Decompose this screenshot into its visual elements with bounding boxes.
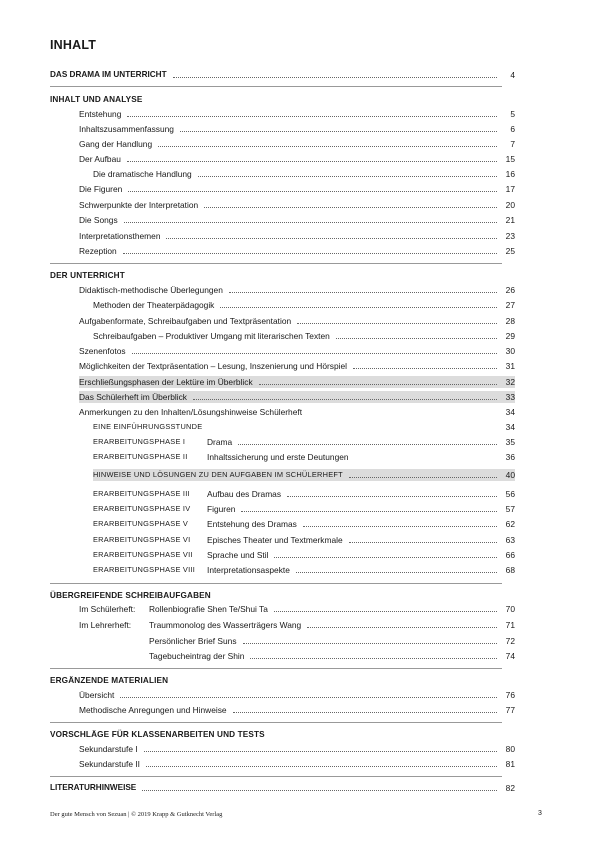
- toc-entry[interactable]: [79, 758, 515, 770]
- entry-label: Aufgabenformate, Schreibaufgaben und Textpräsentation: [79, 316, 292, 326]
- section-divider: [50, 722, 502, 723]
- page-number: 66: [505, 550, 515, 560]
- entry-label: Übersicht: [79, 690, 115, 700]
- entry-label: Episches Theater und Textmerkmale: [207, 535, 343, 545]
- entry-label: Sekundarstufe II: [79, 759, 140, 769]
- entry-prefix: Im Schülerheft:: [79, 604, 136, 614]
- entry-label: HINWEISE UND LÖSUNGEN ZU DEN AUFGABEN IM SCHÜLERHEFT: [93, 470, 343, 479]
- dot-leader: [173, 77, 497, 78]
- section-divider: [50, 86, 502, 87]
- page-number: 4: [510, 70, 515, 80]
- entry-label: Die dramatische Handlung: [93, 169, 192, 179]
- dot-leader: [120, 697, 497, 698]
- toc-subentry[interactable]: [93, 330, 515, 342]
- page-number: 34: [505, 422, 515, 432]
- entry-label: Interpretationsaspekte: [207, 565, 290, 575]
- dot-leader: [204, 207, 497, 208]
- dot-leader: [142, 790, 497, 791]
- entry-label: Figuren: [207, 504, 236, 514]
- dot-leader: [250, 658, 497, 659]
- dot-leader: [336, 338, 497, 339]
- page-number: 33: [505, 392, 515, 402]
- toc-entry[interactable]: [79, 635, 515, 647]
- entry-label: Szenenfotos: [79, 346, 126, 356]
- entry-label: Entstehung: [79, 109, 122, 119]
- toc-subentry[interactable]: [93, 299, 515, 311]
- page-number: 63: [505, 535, 515, 545]
- page-number: 17: [505, 184, 515, 194]
- section-heading-klassenarbeiten: VORSCHLÄGE FÜR KLASSENARBEITEN UND TESTS: [50, 730, 265, 739]
- toc-entry[interactable]: [79, 743, 515, 755]
- toc-phase-entry[interactable]: [93, 436, 515, 448]
- page-number: 56: [505, 489, 515, 499]
- toc-phase-entry[interactable]: [93, 549, 515, 561]
- toc-entry-highlighted[interactable]: [79, 391, 515, 403]
- entry-label: Sprache und Stil: [207, 550, 269, 560]
- dot-leader: [297, 323, 497, 324]
- toc-subentry[interactable]: [93, 421, 515, 433]
- phase-label: ERARBEITUNGSPHASE I: [93, 437, 186, 446]
- section-divider: [50, 583, 502, 584]
- entry-label: Der Aufbau: [79, 154, 121, 164]
- section-heading-drama: DAS DRAMA IM UNTERRICHT: [50, 70, 167, 79]
- page-number: 74: [505, 651, 515, 661]
- page-title: INHALT: [50, 38, 97, 52]
- toc-entry[interactable]: [79, 230, 515, 242]
- toc-entry[interactable]: [79, 214, 515, 226]
- toc-phase-entry[interactable]: [93, 518, 515, 530]
- section-heading-inhalt: INHALT UND ANALYSE: [50, 95, 143, 104]
- entry-label: Methodische Anregungen und Hinweise: [79, 705, 227, 715]
- page-number: 40: [505, 470, 515, 480]
- dot-leader: [233, 712, 497, 713]
- page-number: 32: [505, 377, 515, 387]
- entry-label: Sekundarstufe I: [79, 744, 138, 754]
- entry-label: Methoden der Theaterpädagogik: [93, 300, 215, 310]
- dot-leader: [274, 611, 497, 612]
- page-number: 7: [510, 139, 515, 149]
- page-number: 71: [505, 620, 515, 630]
- section-divider: [50, 668, 502, 669]
- dot-leader: [243, 643, 497, 644]
- toc-entry[interactable]: [79, 406, 515, 418]
- dot-leader: [287, 496, 497, 497]
- dot-leader: [353, 368, 497, 369]
- dot-leader: [198, 176, 497, 177]
- dot-leader: [180, 131, 497, 132]
- entry-label: Didaktisch-methodische Überlegungen: [79, 285, 223, 295]
- entry-label: Das Schülerheft im Überblick: [79, 392, 187, 402]
- toc-entry[interactable]: [79, 704, 515, 716]
- toc-entry-highlighted[interactable]: [79, 376, 515, 388]
- toc-phase-entry[interactable]: [93, 503, 515, 515]
- page-number: 26: [505, 285, 515, 295]
- section-divider: [50, 776, 502, 777]
- entry-label: Gang der Handlung: [79, 139, 153, 149]
- dot-leader: [128, 191, 497, 192]
- dot-leader: [127, 116, 497, 117]
- toc-phase-entry[interactable]: [93, 451, 515, 463]
- page-number: 5: [510, 109, 515, 119]
- dot-leader: [274, 557, 497, 558]
- toc-entry[interactable]: [79, 284, 515, 296]
- page-footer: Der gute Mensch von Sezuan | © 2019 Krapp & Gutknecht Verlag: [50, 811, 223, 818]
- entry-label: Schreibaufgaben – Produktiver Umgang mit literarischen Texten: [93, 331, 330, 341]
- dot-leader: [307, 627, 497, 628]
- entry-label: Erschließungsphasen der Lektüre im Überblick: [79, 377, 253, 387]
- toc-entry[interactable]: [79, 153, 515, 165]
- phase-label: ERARBEITUNGSPHASE III: [93, 489, 190, 498]
- page-number: 77: [505, 705, 515, 715]
- page-number: 34: [505, 407, 515, 417]
- page-number: 6: [510, 124, 515, 134]
- page-number: 23: [505, 231, 515, 241]
- toc-entry[interactable]: [79, 650, 515, 662]
- page-number: 76: [505, 690, 515, 700]
- entry-label: Persönlicher Brief Suns: [149, 636, 237, 646]
- page-number: 31: [505, 361, 515, 371]
- dot-leader: [220, 307, 497, 308]
- entry-label: EINE EINFÜHRUNGSSTUNDE: [93, 422, 203, 431]
- page-number: 36: [505, 452, 515, 462]
- toc-entry[interactable]: [79, 603, 515, 615]
- toc-entry[interactable]: [79, 689, 515, 701]
- page-number: 72: [505, 636, 515, 646]
- page-number: 28: [505, 316, 515, 326]
- entry-label: Die Figuren: [79, 184, 123, 194]
- toc-entry-highlighted[interactable]: [93, 469, 515, 481]
- dot-leader: [349, 477, 497, 478]
- dot-leader: [193, 399, 497, 400]
- phase-label: ERARBEITUNGSPHASE IV: [93, 504, 191, 513]
- dot-leader: [132, 353, 497, 354]
- page-number: 80: [505, 744, 515, 754]
- page-number: 81: [505, 759, 515, 769]
- entry-label: Schwerpunkte der Interpretation: [79, 200, 199, 210]
- toc-entry-drama[interactable]: [50, 69, 515, 81]
- entry-label: Drama: [207, 437, 233, 447]
- toc-entry-literatur[interactable]: [50, 782, 515, 794]
- entry-label: Rezeption: [79, 246, 117, 256]
- page-number: 62: [505, 519, 515, 529]
- dot-leader: [229, 292, 497, 293]
- dot-leader: [349, 542, 497, 543]
- section-heading-literatur: LITERATURHINWEISE: [50, 783, 137, 792]
- phase-label: ERARBEITUNGSPHASE VIII: [93, 565, 196, 574]
- dot-leader: [303, 526, 497, 527]
- toc-phase-entry[interactable]: [93, 488, 515, 500]
- dot-leader: [146, 766, 497, 767]
- entry-label: Traummonolog des Wasserträgers Wang: [149, 620, 302, 630]
- phase-label: ERARBEITUNGSPHASE V: [93, 519, 189, 528]
- section-heading-ergaenzend: ERGÄNZENDE MATERIALIEN: [50, 676, 169, 685]
- page-number: 68: [505, 565, 515, 575]
- toc-entry[interactable]: [79, 123, 515, 135]
- page-number: 29: [505, 331, 515, 341]
- toc-subentry[interactable]: [93, 168, 515, 180]
- dot-leader: [241, 511, 497, 512]
- page-number: 25: [505, 246, 515, 256]
- section-heading-unterricht: DER UNTERRICHT: [50, 271, 125, 280]
- entry-label: Anmerkungen zu den Inhalten/Lösungshinweise Schülerheft: [79, 407, 303, 417]
- entry-label: Aufbau des Dramas: [207, 489, 282, 499]
- entry-label: Die Songs: [79, 215, 118, 225]
- page-number: 21: [505, 215, 515, 225]
- toc-entry[interactable]: [79, 245, 515, 257]
- dot-leader: [144, 751, 497, 752]
- dot-leader: [124, 222, 497, 223]
- toc-phase-entry[interactable]: [93, 534, 515, 546]
- toc-entry[interactable]: [79, 138, 515, 150]
- page-number: 20: [505, 200, 515, 210]
- phase-label: ERARBEITUNGSPHASE VI: [93, 535, 191, 544]
- entry-label: Inhaltszusammenfassung: [79, 124, 174, 134]
- dot-leader: [296, 572, 497, 573]
- entry-label: Entstehung des Dramas: [207, 519, 297, 529]
- page-number: 82: [505, 783, 515, 793]
- page-number: 30: [505, 346, 515, 356]
- entry-label: Interpretationsthemen: [79, 231, 161, 241]
- section-divider: [50, 263, 502, 264]
- toc-entry[interactable]: [79, 360, 515, 372]
- dot-leader: [238, 444, 497, 445]
- page-number-footer: 3: [538, 810, 542, 817]
- page-number: 35: [505, 437, 515, 447]
- toc-phase-entry[interactable]: [93, 564, 515, 576]
- dot-leader: [123, 253, 497, 254]
- dot-leader: [166, 238, 497, 239]
- entry-label: Tagebucheintrag der Shin: [149, 651, 245, 661]
- entry-label: Möglichkeiten der Textpräsentation – Lesung, Inszenierung und Hörspiel: [79, 361, 348, 371]
- page-number: 15: [505, 154, 515, 164]
- page-number: 16: [505, 169, 515, 179]
- dot-leader: [127, 161, 497, 162]
- toc-entry[interactable]: [79, 619, 515, 631]
- section-heading-schreibaufgaben: ÜBERGREIFENDE SCHREIBAUFGABEN: [50, 591, 211, 600]
- page-number: 70: [505, 604, 515, 614]
- dot-leader: [158, 146, 497, 147]
- phase-label: ERARBEITUNGSPHASE VII: [93, 550, 193, 559]
- page-number: 27: [505, 300, 515, 310]
- entry-prefix: Im Lehrerheft:: [79, 620, 132, 630]
- toc-entry[interactable]: [79, 183, 515, 195]
- phase-label: ERARBEITUNGSPHASE II: [93, 452, 188, 461]
- entry-label: Rollenbiografie Shen Te/Shui Ta: [149, 604, 268, 614]
- toc-entry[interactable]: [79, 199, 515, 211]
- dot-leader: [259, 384, 497, 385]
- toc-entry[interactable]: [79, 345, 515, 357]
- page-number: 57: [505, 504, 515, 514]
- toc-entry[interactable]: [79, 315, 515, 327]
- toc-entry[interactable]: [79, 108, 515, 120]
- entry-label: Inhaltssicherung und erste Deutungen: [207, 452, 349, 462]
